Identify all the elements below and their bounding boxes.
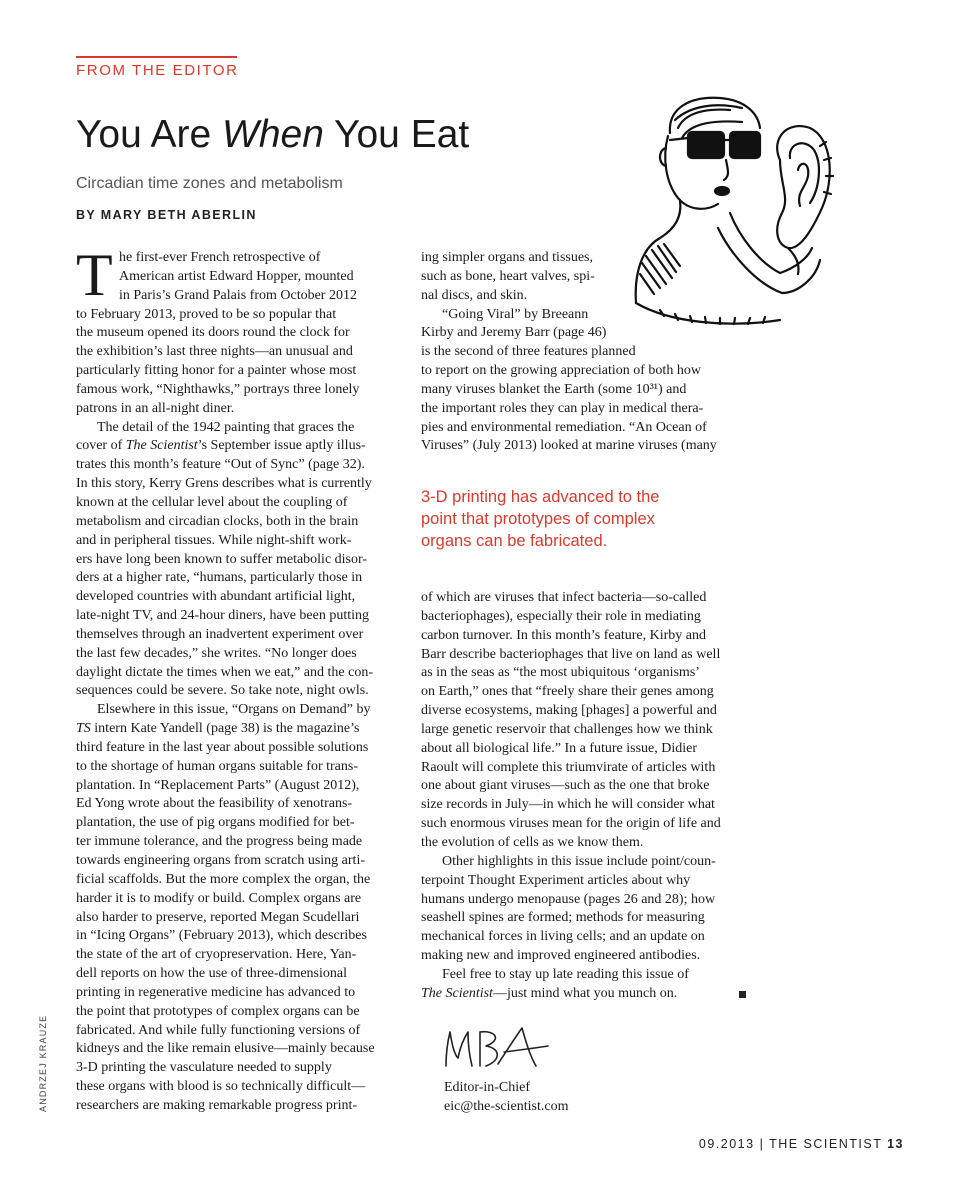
text-line: sequences could be severe. So take note, night owls. (76, 683, 369, 699)
text-line: the important roles they can play in medical thera- (421, 400, 704, 416)
text-line: particularly fitting honor for a painter whose most (76, 363, 357, 379)
text-line: TS intern Kate Yandell (page 38) is the magazine’s (76, 721, 360, 737)
text-line: and in peripheral tissues. While night-shift work- (76, 532, 352, 548)
text-line: ders at a higher rate, “humans, particularly those in (76, 570, 363, 586)
article-column-left (76, 242, 400, 1116)
text-line: dell reports on how the use of three-dimensional (76, 966, 347, 982)
text-line: these organs with blood is so technically difficult— (76, 1079, 366, 1095)
text-line: ers have long been known to suffer metabolic disor- (76, 551, 368, 567)
text-line: to the shortage of human organs suitable for trans- (76, 758, 359, 774)
text-line: plantation. In “Replacement Parts” (August 2012), (76, 777, 360, 793)
text-line: about all biological life.” In a future issue, Didier (421, 740, 698, 756)
text-line: trates this month’s feature “Out of Sync” (page 32). (76, 457, 365, 473)
text-line: also harder to preserve, reported Megan Scudellari (76, 909, 360, 925)
text-line: Raoult will complete this triumvirate of articles with (421, 759, 716, 775)
text-line: known at the cellular level about the coupling of (76, 494, 348, 510)
text-line: humans undergo menopause (pages 26 and 28); how (421, 891, 716, 907)
text-line: Feel free to stay up late reading this issue of (442, 966, 689, 982)
text-line: developed countries with abundant artificial light, (76, 589, 356, 605)
editor-email-link[interactable]: eic@the-scientist.com (444, 1099, 569, 1114)
text-line: daylight dictate the times when we eat,” and the con- (76, 664, 374, 680)
text-line: harder it is to modify or build. Complex organs are (76, 890, 362, 906)
text-line: Barr describe bacteriophages that live on land as well (421, 646, 721, 662)
text-line: towards engineering organs from scratch using arti- (76, 853, 365, 868)
text-line: mechanical forces in living cells; and an update on (421, 929, 705, 945)
text-line: one about giant viruses—such as the one that broke (421, 778, 710, 794)
text-line: Other highlights in this issue include point/coun- (442, 853, 716, 869)
text-line: pies and environmental remediation. “An Ocean of (421, 419, 707, 435)
signature-title: Editor-in-Chief (444, 1080, 531, 1095)
byline: BY MARY BETH ABERLIN (76, 208, 257, 222)
pull-quote (421, 486, 660, 552)
text-line: he first-ever French retrospective of (119, 250, 321, 265)
text-line: on Earth,” ones that “freely share their genes among (421, 684, 714, 700)
article-column-right-bottom (421, 589, 751, 1004)
text-line: large genetic reservoir that challenges how we think (421, 721, 713, 737)
text-line: the museum opened its doors round the clock for (76, 325, 350, 341)
text-line: such enormous viruses mean for the origin of life and (421, 816, 721, 832)
pull-quote-line: organs can be fabricated. (421, 532, 608, 550)
title-emphasis: When (222, 113, 324, 156)
text-line: patrons in an all-night diner. (76, 400, 235, 416)
text-line: terpoint Thought Experiment articles about why (421, 872, 691, 888)
text-line: Kirby and Jeremy Barr (page 46) (421, 325, 607, 341)
text-line: is the second of three features planned (421, 344, 636, 360)
text-line: 3-D printing the vasculature needed to supply (76, 1060, 332, 1076)
pull-quote-line: point that prototypes of complex (421, 510, 655, 528)
text-line: kidneys and the like remain elusive—mainly because (76, 1041, 375, 1057)
text-line: the point that prototypes of complex organs can be (76, 1003, 360, 1019)
title-part-2: You Eat (323, 113, 470, 156)
text-line: ficial scaffolds. But the more complex the organ, the (76, 871, 371, 887)
text-line: in “Icing Organs” (February 2013), which describes (76, 928, 367, 944)
page-number: 13 (887, 1137, 904, 1151)
article-column-right-top (421, 249, 751, 456)
text-line: diverse ecosystems, making [phages] a powerful and (421, 703, 717, 719)
text-line: to February 2013, proved to be so popular that (76, 306, 337, 322)
text-line: American artist Edward Hopper, mounted (119, 268, 354, 284)
text-line: ter immune tolerance, and the progress being made (76, 834, 363, 850)
text-line: bacteriophages), especially their role in mediating (421, 608, 701, 624)
text-line: the state of the art of cryopreservation. Here, Yan- (76, 947, 357, 963)
signature-image (440, 1022, 550, 1072)
text-line: The detail of the 1942 painting that graces the (97, 419, 355, 435)
text-line: such as bone, heart valves, spi- (421, 268, 595, 284)
text-line: late-night TV, and 24-hour diners, have been putting (76, 608, 370, 624)
section-label: FROM THE EDITOR (76, 62, 239, 79)
footer-separator: | (759, 1137, 765, 1151)
text-line: plantation, the use of pig organs modified for bet- (76, 815, 355, 831)
text-line: making new and improved engineered antibodies. (421, 948, 701, 964)
end-mark (739, 991, 746, 998)
text-line: as in the seas as “the most ubiquitous ‘organisms’ (421, 665, 700, 681)
text-line: Elsewhere in this issue, “Organs on Demand” by (97, 702, 371, 718)
text-line: printing in regenerative medicine has advanced to (76, 984, 356, 1000)
text-line: the exhibition’s last three nights—an unusual and (76, 344, 353, 360)
text-line: “Going Viral” by Breeann (442, 306, 589, 322)
text-line: carbon turnover. In this month’s feature, Kirby and (421, 627, 706, 643)
text-line: In this story, Kerry Grens describes what is currently (76, 476, 372, 492)
text-line: the evolution of cells as we know them. (421, 834, 644, 850)
text-line: size records in July—in which he will consider what (421, 797, 715, 813)
magazine-name: THE SCIENTIST (769, 1137, 883, 1151)
text-line: famous work, “Nighthawks,” portrays three lonely (76, 381, 360, 397)
text-line: Viruses” (July 2013) looked at marine viruses (many (421, 438, 717, 454)
section-rule (76, 56, 237, 58)
text-line: the last few decades,” she writes. “No longer does (76, 645, 357, 661)
text-line: many viruses blanket the Earth (some 10³¹) and (421, 381, 687, 397)
text-line: to report on the growing appreciation of both how (421, 363, 701, 379)
title-part-1: You Are (76, 113, 223, 156)
text-line: researchers are making remarkable progress print- (76, 1097, 358, 1113)
text-line: of which are viruses that infect bacteria—so-called (421, 590, 707, 605)
drop-cap: T (76, 242, 113, 308)
pull-quote-line: 3-D printing has advanced to the (421, 488, 660, 506)
page-title (76, 113, 469, 157)
text-line: nal discs, and skin. (421, 287, 528, 303)
text-line: seashell spines are formed; methods for measuring (421, 910, 705, 926)
text-line: third feature in the last year about possible solutions (76, 739, 369, 755)
text-line: in Paris’s Grand Palais from October 2012 (119, 287, 357, 303)
text-line: metabolism and circadian clocks, both in the brain (76, 513, 359, 529)
text-line: Ed Yong wrote about the feasibility of xenotrans- (76, 796, 353, 812)
page-footer (699, 1137, 904, 1151)
illustration-credit: ANDRZEJ KRAUZE (38, 1014, 48, 1112)
issue-date: 09.2013 (698, 1137, 755, 1151)
text-line: themselves through an inadvertent experiment over (76, 626, 364, 642)
subtitle: Circadian time zones and metabolism (76, 175, 343, 192)
text-line: The Scientist—just mind what you munch on. (421, 985, 678, 1001)
text-line: ing simpler organs and tissues, (421, 250, 594, 265)
text-line: cover of The Scientist’s September issue aptly illus- (76, 438, 366, 454)
text-line: fabricated. And while fully functioning versions of (76, 1022, 361, 1038)
